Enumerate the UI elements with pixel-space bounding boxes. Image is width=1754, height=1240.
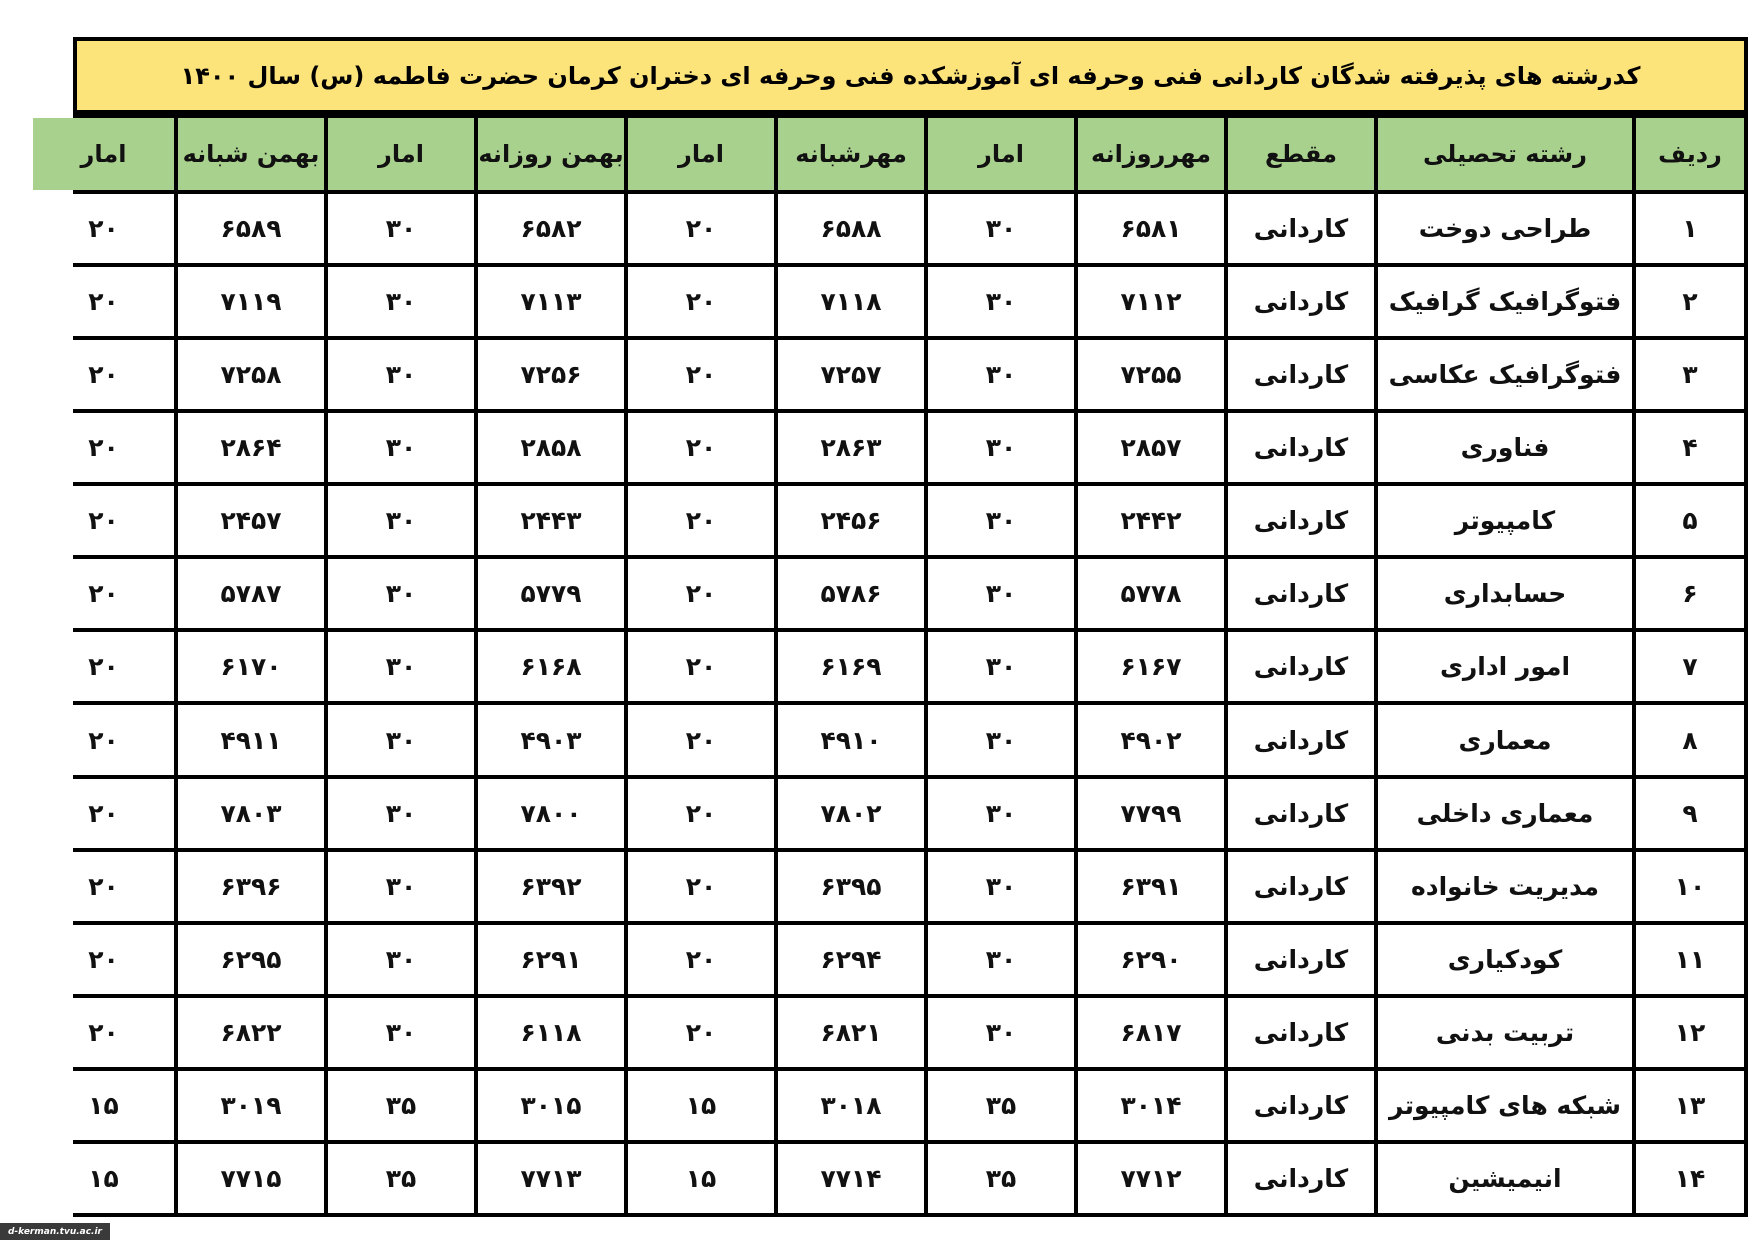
cell-quota-mehr-day: ۳۰ (928, 413, 1074, 482)
cell-bahman-night: ۳۰۱۹ (178, 1071, 324, 1140)
cell-major: مدیریت خانواده (1378, 852, 1632, 921)
cell-degree: کاردانی (1228, 413, 1374, 482)
cell-mehr-night: ۶۸۲۱ (778, 998, 924, 1067)
cell-quota-bahman-night: ۲۰ (33, 925, 174, 994)
cell-major: فتوگرافیک عکاسی (1378, 340, 1632, 409)
cell-row-number: ۱ (1636, 194, 1744, 263)
cell-bahman-night: ۷۸۰۳ (178, 779, 324, 848)
cell-mehr-day: ۷۷۹۹ (1078, 779, 1224, 848)
cell-row-number: ۶ (1636, 559, 1744, 628)
header-major: رشته تحصیلی (1378, 118, 1632, 190)
cell-quota-mehr-night: ۲۰ (628, 779, 774, 848)
cell-bahman-night: ۶۳۹۶ (178, 852, 324, 921)
cell-mehr-night: ۶۲۹۴ (778, 925, 924, 994)
cell-quota-mehr-night: ۲۰ (628, 194, 774, 263)
cell-mehr-night: ۶۳۹۵ (778, 852, 924, 921)
cell-quota-mehr-night: ۲۰ (628, 559, 774, 628)
cell-mehr-night: ۷۱۱۸ (778, 267, 924, 336)
cell-degree: کاردانی (1228, 267, 1374, 336)
cell-quota-bahman-night: ۲۰ (33, 998, 174, 1067)
cell-row-number: ۱۳ (1636, 1071, 1744, 1140)
cell-bahman-day: ۲۴۴۳ (478, 486, 624, 555)
cell-quota-bahman-day: ۳۰ (328, 486, 474, 555)
admission-table-sheet (73, 37, 1748, 1217)
cell-quota-bahman-day: ۳۰ (328, 998, 474, 1067)
cell-bahman-night: ۷۲۵۸ (178, 340, 324, 409)
cell-quota-mehr-night: ۱۵ (628, 1144, 774, 1213)
cell-major: فناوری (1378, 413, 1632, 482)
cell-mehr-night: ۷۲۵۷ (778, 340, 924, 409)
cell-quota-mehr-night: ۲۰ (628, 486, 774, 555)
cell-degree: کاردانی (1228, 1071, 1374, 1140)
cell-quota-bahman-day: ۳۰ (328, 852, 474, 921)
cell-major: کامپیوتر (1378, 486, 1632, 555)
cell-row-number: ۴ (1636, 413, 1744, 482)
cell-quota-mehr-night: ۲۰ (628, 632, 774, 701)
cell-mehr-day: ۷۷۱۲ (1078, 1144, 1224, 1213)
cell-mehr-day: ۶۳۹۱ (1078, 852, 1224, 921)
cell-quota-mehr-night: ۲۰ (628, 267, 774, 336)
cell-mehr-day: ۷۲۵۵ (1078, 340, 1224, 409)
header-quota-mehr-night: امار (628, 118, 774, 190)
cell-degree: کاردانی (1228, 779, 1374, 848)
cell-quota-mehr-night: ۱۵ (628, 1071, 774, 1140)
cell-mehr-day: ۴۹۰۲ (1078, 705, 1224, 774)
cell-degree: کاردانی (1228, 194, 1374, 263)
cell-bahman-day: ۷۷۱۳ (478, 1144, 624, 1213)
cell-bahman-day: ۶۳۹۲ (478, 852, 624, 921)
cell-mehr-night: ۵۷۸۶ (778, 559, 924, 628)
cell-bahman-day: ۶۲۹۱ (478, 925, 624, 994)
cell-row-number: ۷ (1636, 632, 1744, 701)
cell-quota-bahman-day: ۳۰ (328, 413, 474, 482)
cell-mehr-night: ۲۸۶۳ (778, 413, 924, 482)
cell-mehr-night: ۲۴۵۶ (778, 486, 924, 555)
cell-mehr-night: ۶۵۸۸ (778, 194, 924, 263)
cell-bahman-night: ۶۵۸۹ (178, 194, 324, 263)
cell-major: شبکه های کامپیوتر (1378, 1071, 1632, 1140)
cell-degree: کاردانی (1228, 852, 1374, 921)
cell-mehr-night: ۳۰۱۸ (778, 1071, 924, 1140)
cell-mehr-night: ۶۱۶۹ (778, 632, 924, 701)
cell-quota-mehr-day: ۳۰ (928, 779, 1074, 848)
site-watermark: d-kerman.tvu.ac.ir (0, 1223, 110, 1240)
cell-bahman-day: ۷۲۵۶ (478, 340, 624, 409)
cell-quota-mehr-day: ۳۰ (928, 486, 1074, 555)
cell-mehr-day: ۷۱۱۲ (1078, 267, 1224, 336)
cell-mehr-day: ۶۸۱۷ (1078, 998, 1224, 1067)
cell-quota-bahman-day: ۳۰ (328, 194, 474, 263)
cell-quota-bahman-day: ۳۰ (328, 340, 474, 409)
cell-degree: کاردانی (1228, 705, 1374, 774)
cell-quota-bahman-night: ۲۰ (33, 340, 174, 409)
cell-mehr-night: ۷۸۰۲ (778, 779, 924, 848)
cell-quota-bahman-night: ۲۰ (33, 267, 174, 336)
cell-degree: کاردانی (1228, 998, 1374, 1067)
cell-quota-mehr-day: ۳۰ (928, 998, 1074, 1067)
cell-row-number: ۱۴ (1636, 1144, 1744, 1213)
cell-major: فتوگرافیک گرافیک (1378, 267, 1632, 336)
cell-bahman-night: ۷۱۱۹ (178, 267, 324, 336)
cell-major: معماری (1378, 705, 1632, 774)
cell-major: کودکیاری (1378, 925, 1632, 994)
cell-row-number: ۲ (1636, 267, 1744, 336)
cell-quota-bahman-day: ۳۰ (328, 632, 474, 701)
cell-major: تربیت بدنی (1378, 998, 1632, 1067)
cell-mehr-day: ۶۲۹۰ (1078, 925, 1224, 994)
cell-bahman-night: ۷۷۱۵ (178, 1144, 324, 1213)
cell-bahman-day: ۷۸۰۰ (478, 779, 624, 848)
cell-quota-mehr-day: ۳۰ (928, 267, 1074, 336)
cell-degree: کاردانی (1228, 632, 1374, 701)
cell-quota-mehr-night: ۲۰ (628, 413, 774, 482)
cell-mehr-day: ۵۷۷۸ (1078, 559, 1224, 628)
cell-bahman-day: ۴۹۰۳ (478, 705, 624, 774)
cell-bahman-night: ۶۲۹۵ (178, 925, 324, 994)
cell-quota-bahman-night: ۱۵ (33, 1071, 174, 1140)
cell-major: معماری داخلی (1378, 779, 1632, 848)
cell-row-number: ۱۰ (1636, 852, 1744, 921)
cell-quota-mehr-night: ۲۰ (628, 852, 774, 921)
cell-quota-bahman-night: ۲۰ (33, 632, 174, 701)
cell-mehr-night: ۷۷۱۴ (778, 1144, 924, 1213)
cell-bahman-night: ۶۱۷۰ (178, 632, 324, 701)
cell-quota-mehr-day: ۳۵ (928, 1071, 1074, 1140)
cell-quota-bahman-day: ۳۰ (328, 267, 474, 336)
cell-quota-mehr-day: ۳۰ (928, 340, 1074, 409)
cell-quota-bahman-day: ۳۰ (328, 779, 474, 848)
header-row-number: ردیف (1636, 118, 1744, 190)
cell-quota-mehr-day: ۳۰ (928, 925, 1074, 994)
cell-degree: کاردانی (1228, 559, 1374, 628)
header-quota-bahman-day: امار (328, 118, 474, 190)
cell-mehr-day: ۲۴۴۲ (1078, 486, 1224, 555)
cell-quota-bahman-night: ۲۰ (33, 559, 174, 628)
cell-quota-bahman-night: ۱۵ (33, 1144, 174, 1213)
cell-quota-mehr-day: ۳۰ (928, 852, 1074, 921)
cell-row-number: ۸ (1636, 705, 1744, 774)
cell-quota-bahman-day: ۳۰ (328, 559, 474, 628)
cell-bahman-day: ۷۱۱۳ (478, 267, 624, 336)
cell-bahman-day: ۵۷۷۹ (478, 559, 624, 628)
cell-quota-bahman-night: ۲۰ (33, 852, 174, 921)
cell-bahman-day: ۶۱۶۸ (478, 632, 624, 701)
cell-degree: کاردانی (1228, 486, 1374, 555)
cell-mehr-night: ۴۹۱۰ (778, 705, 924, 774)
cell-row-number: ۱۲ (1636, 998, 1744, 1067)
cell-bahman-night: ۵۷۸۷ (178, 559, 324, 628)
header-quota-mehr-day: امار (928, 118, 1074, 190)
cell-mehr-day: ۳۰۱۴ (1078, 1071, 1224, 1140)
cell-row-number: ۳ (1636, 340, 1744, 409)
cell-row-number: ۹ (1636, 779, 1744, 848)
cell-bahman-night: ۴۹۱۱ (178, 705, 324, 774)
cell-quota-mehr-night: ۲۰ (628, 925, 774, 994)
codes-table (77, 114, 1744, 1213)
header-bahman-day: بهمن روزانه (478, 118, 624, 190)
cell-quota-mehr-night: ۲۰ (628, 998, 774, 1067)
cell-bahman-day: ۳۰۱۵ (478, 1071, 624, 1140)
table-title: کدرشته های پذیرفته شدگان کاردانی فنی وحرفه ای آموزشکده فنی وحرفه ای دختران کرمان حضرت فاطمه (س) سال ۱۴۰۰ (77, 41, 1744, 114)
cell-bahman-day: ۶۱۱۸ (478, 998, 624, 1067)
cell-bahman-night: ۶۸۲۲ (178, 998, 324, 1067)
cell-major: انیمیشین (1378, 1144, 1632, 1213)
cell-bahman-day: ۶۵۸۲ (478, 194, 624, 263)
cell-major: امور اداری (1378, 632, 1632, 701)
cell-quota-mehr-night: ۲۰ (628, 340, 774, 409)
cell-quota-bahman-night: ۲۰ (33, 194, 174, 263)
cell-quota-mehr-day: ۳۰ (928, 559, 1074, 628)
cell-bahman-night: ۲۴۵۷ (178, 486, 324, 555)
cell-mehr-day: ۶۵۸۱ (1078, 194, 1224, 263)
header-bahman-night: بهمن شبانه (178, 118, 324, 190)
cell-quota-mehr-day: ۳۰ (928, 194, 1074, 263)
cell-mehr-day: ۲۸۵۷ (1078, 413, 1224, 482)
cell-quota-bahman-day: ۳۰ (328, 925, 474, 994)
header-mehr-night: مهرشبانه (778, 118, 924, 190)
cell-major: حسابداری (1378, 559, 1632, 628)
cell-degree: کاردانی (1228, 1144, 1374, 1213)
cell-quota-bahman-night: ۲۰ (33, 779, 174, 848)
cell-bahman-night: ۲۸۶۴ (178, 413, 324, 482)
cell-quota-mehr-day: ۳۰ (928, 705, 1074, 774)
cell-quota-bahman-day: ۳۵ (328, 1071, 474, 1140)
cell-row-number: ۵ (1636, 486, 1744, 555)
cell-bahman-day: ۲۸۵۸ (478, 413, 624, 482)
header-quota-bahman-night: امار (33, 118, 174, 190)
cell-degree: کاردانی (1228, 925, 1374, 994)
cell-quota-bahman-day: ۳۵ (328, 1144, 474, 1213)
cell-major: طراحی دوخت (1378, 194, 1632, 263)
cell-degree: کاردانی (1228, 340, 1374, 409)
cell-quota-mehr-day: ۳۵ (928, 1144, 1074, 1213)
cell-quota-bahman-night: ۲۰ (33, 705, 174, 774)
cell-quota-mehr-night: ۲۰ (628, 705, 774, 774)
cell-quota-bahman-day: ۳۰ (328, 705, 474, 774)
cell-quota-mehr-day: ۳۰ (928, 632, 1074, 701)
header-degree: مقطع (1228, 118, 1374, 190)
cell-quota-bahman-night: ۲۰ (33, 486, 174, 555)
cell-row-number: ۱۱ (1636, 925, 1744, 994)
cell-mehr-day: ۶۱۶۷ (1078, 632, 1224, 701)
header-mehr-day: مهرروزانه (1078, 118, 1224, 190)
cell-quota-bahman-night: ۲۰ (33, 413, 174, 482)
